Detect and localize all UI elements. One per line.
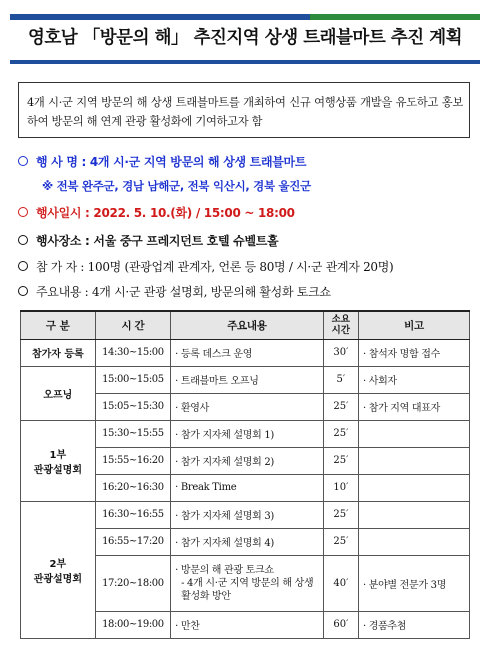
main-content-line [18,283,331,300]
page-title: 영호남 「방문의 해」 추진지역 상생 트래블마트 추진 계획 [27,28,463,48]
event-date-line [18,204,295,221]
main-content: 주요내용 : 4개 시·군 관광 설명회, 방문의해 활성화 토크쇼 [36,285,331,299]
row-duration: 25′ [323,501,358,528]
event-name: 행 사 명 : 4개 시·군 지역 방문의 해 상생 트래블마트 [36,155,307,169]
circle-bullet-icon [18,156,28,166]
row-time: 18:00~19:00 [95,611,170,638]
row-category: 2부 관광설명회 [21,501,96,638]
title-bottom-bar [10,60,480,64]
row-content: · Break Time [171,474,324,501]
row-duration: 40′ [323,555,358,611]
row-time: 16:20~16:30 [95,474,170,501]
event-note: ※ 전북 완주군, 경남 남해군, 전북 익산시, 경북 울진군 [42,179,311,193]
header-content: 주요내용 [171,311,324,339]
intro-box [18,82,470,138]
row-note: · 참가 지역 대표자 [358,393,469,420]
row-time: 15:55~16:20 [95,447,170,474]
row-duration: 25′ [323,447,358,474]
row-content: · 등록 데스크 운영 [171,339,324,366]
row-content: · 참가 지자체 설명회 2) [171,447,324,474]
row-category: 오프닝 [21,366,96,420]
row-note [358,474,469,501]
row-content: · 참가 지자체 설명회 4) [171,528,324,555]
row-content: · 환영사 [171,393,324,420]
row-content: · 방문의 해 관광 토크쇼 - 4개 시·군 지역 방문의 해 상생 활성화 방안 [171,555,324,611]
row-duration: 25′ [323,393,358,420]
row-category: 1부 관광설명회 [21,420,96,501]
title-top-bar-green [310,14,480,20]
row-time: 17:20~18:00 [95,555,170,611]
schedule-body [21,339,470,638]
row-time: 15:30~15:55 [95,420,170,447]
row-note [358,528,469,555]
header-time: 시 간 [95,311,170,339]
row-content: · 만찬 [171,611,324,638]
table-row [21,501,470,528]
row-duration: 30′ [323,339,358,366]
row-content: · 참가 지자체 설명회 1) [171,420,324,447]
circle-bullet-icon [18,261,28,271]
circle-bullet-icon [18,235,28,245]
row-duration: 25′ [323,420,358,447]
row-note: · 참석자 명함 접수 [358,339,469,366]
row-duration: 25′ [323,528,358,555]
event-name-line [18,153,306,170]
row-duration: 5′ [323,366,358,393]
circle-bullet-icon [18,207,28,217]
event-place-line [18,232,278,249]
intro-text: 4개 시·군 지역 방문의 해 상생 트래블마트를 개최하여 신규 여행상품 개발을 유도하고 홍보하여 방문의 해 연계 관광 활성화에 기여하고자 함 [27,96,463,128]
row-content: · 참가 지자체 설명회 3) [171,501,324,528]
row-time: 15:00~15:05 [95,366,170,393]
row-note [358,447,469,474]
circle-bullet-icon [18,286,28,296]
row-category: 참가자 등록 [21,339,96,366]
header-duration: 소요 시간 [323,311,358,339]
row-note: · 사회자 [358,366,469,393]
row-note: · 경품추첨 [358,611,469,638]
participants-line [18,258,393,275]
event-place: 행사장소 : 서울 중구 프레지던트 호텔 슈벨트홀 [36,234,279,248]
event-date: 행사일시 : 2022. 5. 10.(화) / 15:00 ~ 18:00 [36,206,295,220]
title-banner [10,14,480,66]
table-row [21,366,470,393]
header-note: 비고 [358,311,469,339]
row-duration: 60′ [323,611,358,638]
row-content: · 트래블마트 오프닝 [171,366,324,393]
title-top-bar-blue [10,14,310,20]
table-row [21,420,470,447]
row-note: · 분야별 전문가 3명 [358,555,469,611]
row-note [358,420,469,447]
header-category: 구 분 [21,311,96,339]
schedule-table [20,310,470,639]
table-row [21,339,470,366]
row-time: 16:30~16:55 [95,501,170,528]
row-time: 16:55~17:20 [95,528,170,555]
schedule-header-row [21,311,470,339]
row-duration: 10′ [323,474,358,501]
row-note [358,501,469,528]
participants: 참 가 자 : 100명 (관광업계 관계자, 언론 등 80명 / 시·군 관계자 20명) [36,260,394,274]
row-time: 15:05~15:30 [95,393,170,420]
row-time: 14:30~15:00 [95,339,170,366]
